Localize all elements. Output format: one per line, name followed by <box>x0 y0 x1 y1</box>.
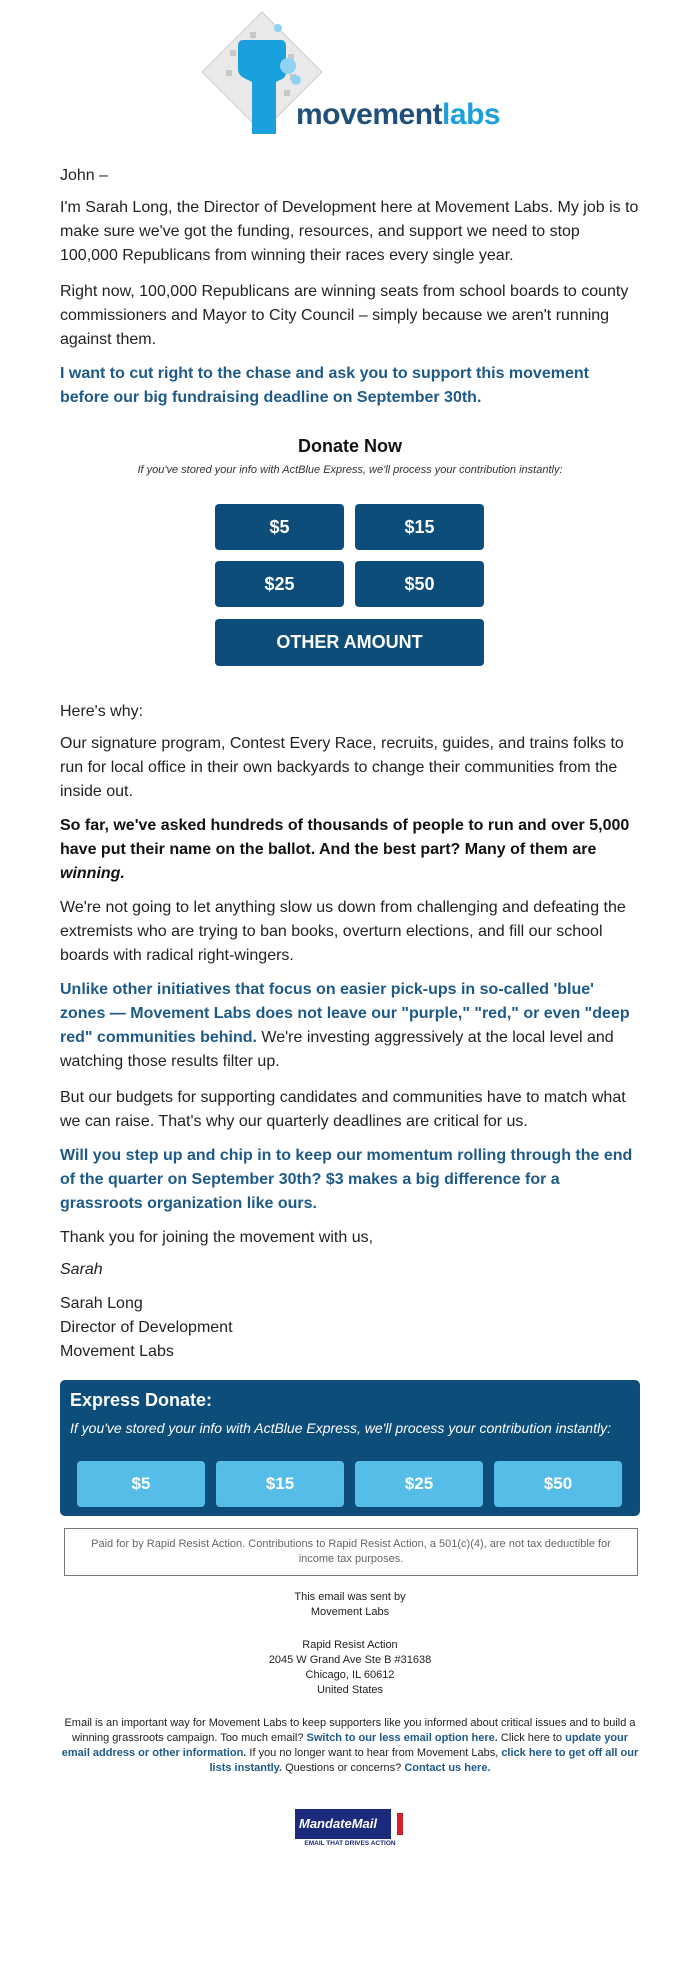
express-5-button[interactable]: $5 <box>77 1461 205 1507</box>
brand-wordmark: movementlabs <box>296 98 501 131</box>
address-line-4: United States <box>316 1684 384 1696</box>
express-50-button[interactable]: $50 <box>494 1461 622 1507</box>
address-line-2: 2045 W Grand Ave Ste B #31638 <box>268 1654 432 1666</box>
express-15-button[interactable]: $15 <box>216 1461 344 1507</box>
signoff-title: Director of Development <box>60 1319 233 1336</box>
paragraph-results: So far, we've asked hundreds of thousands of people to run and over 5,000 have put their name on the ballot. And the best part? Many of them are winning. <box>60 817 630 882</box>
greeting: John – <box>60 167 109 184</box>
address-line-3: Chicago, IL 60612 <box>305 1669 395 1681</box>
paragraph-program: Our signature program, Contest Every Race, recruits, guides, and trains folks to run for local office in their own backyards to change their communities from the inside out. <box>60 735 624 800</box>
signature: Sarah <box>60 1261 103 1278</box>
donate-other-amount-button[interactable]: OTHER AMOUNT <box>215 619 484 666</box>
paragraph-ask: I want to cut right to the chase and ask you to support this movement before our big fundraising deadline on September 30th. <box>60 365 589 406</box>
donate-25-button[interactable]: $25 <box>215 561 344 607</box>
sender-link[interactable]: Movement Labs <box>310 1606 390 1618</box>
sent-by-line: This email was sent by <box>294 1591 406 1603</box>
thanks-line: Thank you for joining the movement with us, <box>60 1229 374 1246</box>
express-donate-note: If you've stored your info with ActBlue Express, we'll process your contribution instantly: <box>70 1420 611 1436</box>
paragraph-republicans: Right now, 100,000 Republicans are winning seats from school boards to county commissioners and Mayor to City Council – simply because we aren't running against them. <box>60 283 629 348</box>
mandatemail-tagline: EMAIL THAT DRIVES ACTION <box>304 1840 396 1847</box>
paragraph-extremists: We're not going to let anything slow us down from challenging and defeating the extremists who are trying to ban books, overturn elections, and fill our school boards with radical right-wingers. <box>60 899 626 964</box>
paragraph-budgets: But our budgets for supporting candidates and communities have to match what we can raise. That's why our quarterly deadlines are critical for us. <box>60 1089 626 1130</box>
movement-labs-logo <box>200 10 500 140</box>
signoff-org: Movement Labs <box>60 1343 174 1360</box>
contact-us-link[interactable]: Contact us here. <box>404 1762 491 1774</box>
heres-why: Here's why: <box>60 703 144 720</box>
update-info-link[interactable]: update your email address or other information. <box>61 1732 629 1759</box>
donate-now-note: If you've stored your info with ActBlue Express, we'll process your contribution instantly: <box>137 464 563 476</box>
mandatemail-name: MandateMail <box>299 1816 378 1831</box>
paragraph-intro: I'm Sarah Long, the Director of Development here at Movement Labs. My job is to make sure we've got the funding, resources, and support we need to stop 100,000 Republicans from winning their races every single year. <box>60 199 639 264</box>
express-25-button[interactable]: $25 <box>355 1461 483 1507</box>
paid-for-disclaimer: Paid for by Rapid Resist Action. Contributions to Rapid Resist Action, a 501(c)(4), are not tax deductible for income tax purposes. <box>64 1528 638 1576</box>
donate-15-button[interactable]: $15 <box>355 504 484 550</box>
express-donate-panel <box>60 1380 640 1516</box>
mandatemail-logo[interactable] <box>295 1809 405 1851</box>
donate-now-heading: Donate Now <box>297 436 402 456</box>
signoff-name: Sarah Long <box>60 1295 143 1312</box>
email-preferences-text: Email is an important way for Movement Labs to keep supporters like you informed about critical issues and to build a winning grassroots campaign. Too much email? Switch to our less email option here. Click here to update your email address or other information. If you no longer want to hear from Movement Labs, click here to get off all our lists instantly. Questions or concerns? Contact us here. <box>61 1717 639 1774</box>
less-email-link[interactable]: Switch to our less email option here. <box>306 1732 498 1744</box>
donate-50-button[interactable]: $50 <box>355 561 484 607</box>
paragraph-chip-in: Will you step up and chip in to keep our momentum rolling through the end of the quarter on September 30th? $3 makes a big difference for a grassroots organization like ours. <box>60 1147 633 1212</box>
express-donate-title: Express Donate: <box>70 1390 213 1410</box>
donate-5-button[interactable]: $5 <box>215 504 344 550</box>
unsubscribe-link[interactable]: click here to get off all our lists instantly. <box>209 1747 639 1774</box>
address-line-1: Rapid Resist Action <box>302 1639 398 1651</box>
paragraph-communities: Unlike other initiatives that focus on easier pick-ups in so-called 'blue' zones — Movement Labs does not leave our "purple," "red," or even "deep red" communities behind. We're investing aggressively at the local level and watching those results filter up. <box>60 981 630 1070</box>
